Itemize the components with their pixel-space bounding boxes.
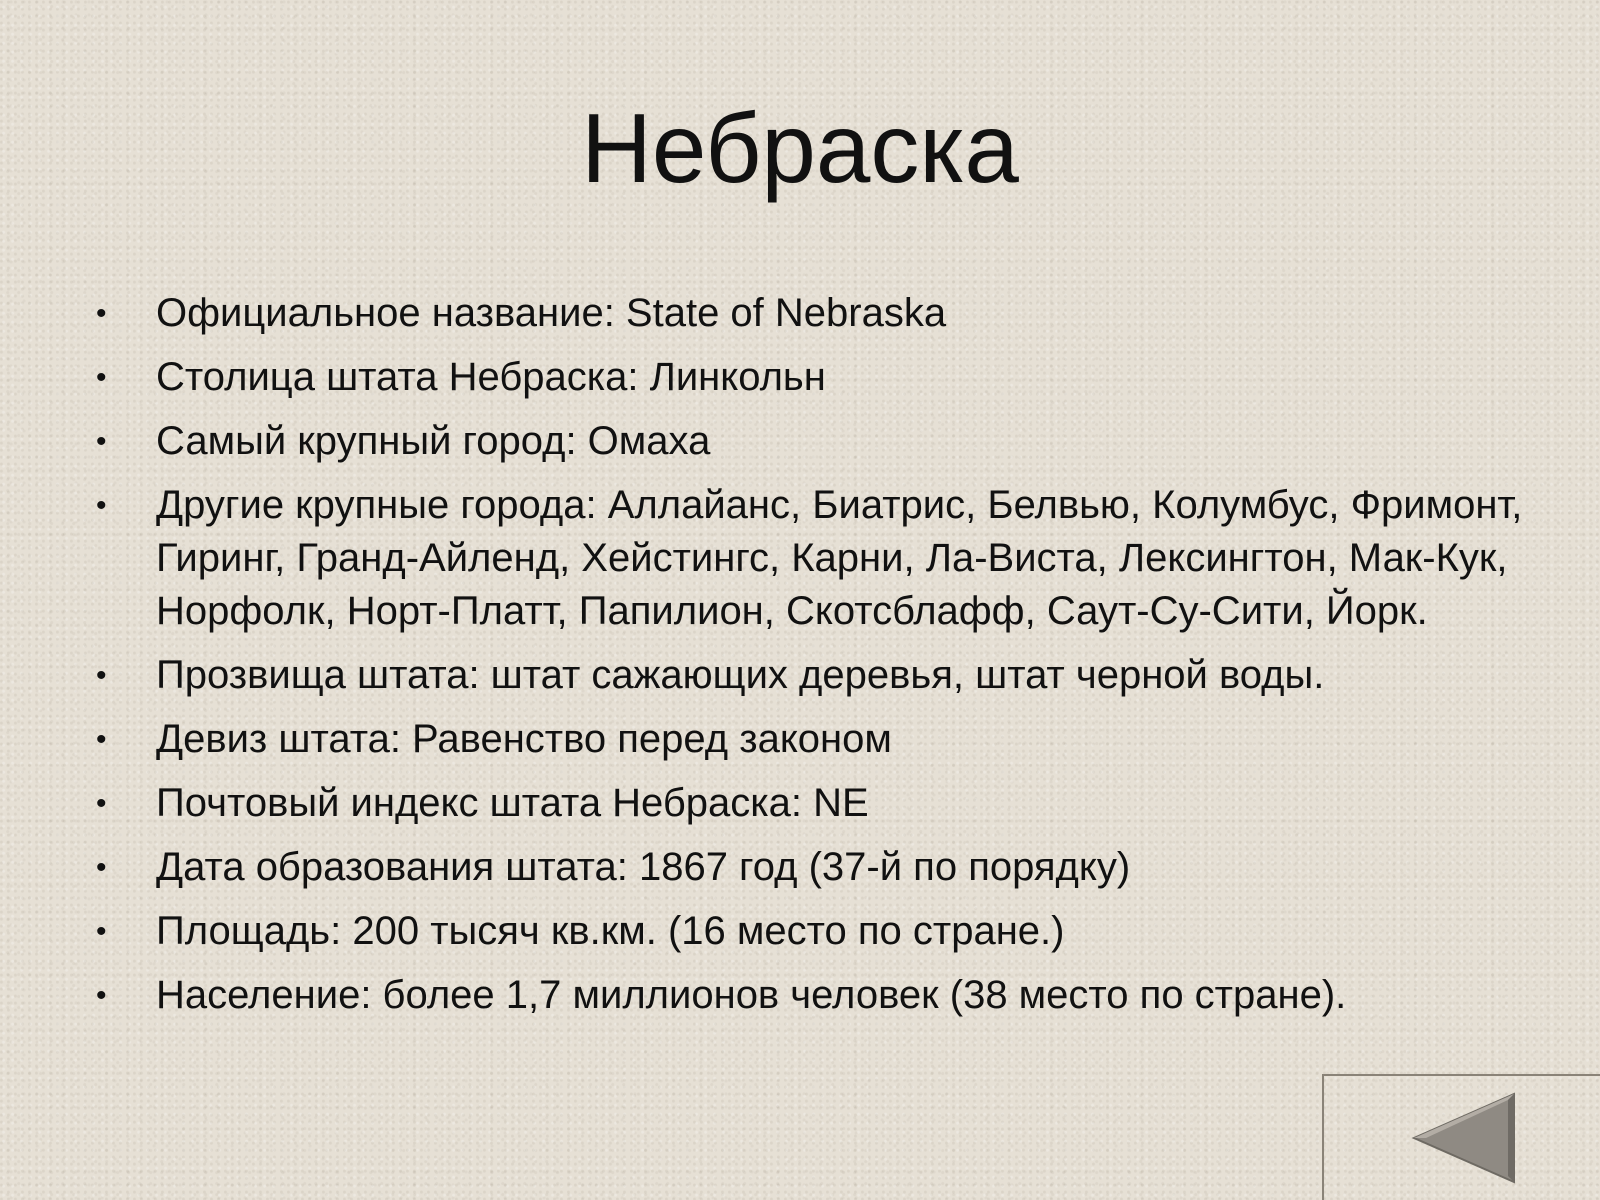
bullet-dot: •: [96, 915, 107, 948]
bullet-item: [96, 287, 1536, 340]
bullet-dot: •: [96, 787, 107, 820]
bullet-text: Официальное название: State of Nebraska: [156, 291, 947, 335]
bullet-dot: •: [96, 723, 107, 756]
bullet-item: [96, 905, 1536, 958]
bullet-text: Девиз штата: Равенство перед законом: [156, 717, 892, 761]
bullet-item: [96, 479, 1536, 638]
bullet-item: [96, 969, 1536, 1022]
bullet-text: Другие крупные города: Аллайанс, Биатрис, Белвью, Колумбус, Фримонт, Гиринг, Гранд-Айленд, Хейстингс, Карни, Ла-Виста, Лексингтон, Мак-Кук, Норфолк, Норт-Платт, Папилион, Скотсблафф, Саут-Су-Сити, Йорк.: [156, 483, 1523, 633]
triangle-left-icon: [1410, 1090, 1520, 1186]
bullet-item: [96, 415, 1536, 468]
bullet-dot: •: [96, 489, 107, 522]
bullet-text: Самый крупный город: Омаха: [156, 419, 711, 463]
bullet-list: [96, 287, 1536, 1033]
back-button[interactable]: [1410, 1090, 1520, 1186]
bullet-dot: •: [96, 659, 107, 692]
bullet-dot: •: [96, 297, 107, 330]
bullet-text: Население: более 1,7 миллионов человек (38 место по стране).: [156, 973, 1347, 1017]
bullet-item: [96, 777, 1536, 830]
bullet-dot: •: [96, 361, 107, 394]
bullet-text: Площадь: 200 тысяч кв.км. (16 место по стране.): [156, 909, 1065, 953]
slide-title: Небраска: [581, 93, 1019, 203]
bullet-item: [96, 841, 1536, 894]
bullet-item: [96, 649, 1536, 702]
bullet-dot: •: [96, 425, 107, 458]
bullet-item: [96, 713, 1536, 766]
bullet-dot: •: [96, 979, 107, 1012]
bullet-text: Дата образования штата: 1867 год (37-й по порядку): [156, 845, 1131, 889]
bullet-text: Прозвища штата: штат сажающих деревья, штат черной воды.: [156, 653, 1325, 697]
bullet-dot: •: [96, 851, 107, 884]
bullet-text: Столица штата Небраска: Линкольн: [156, 355, 826, 399]
bullet-text: Почтовый индекс штата Небраска: NE: [156, 781, 869, 825]
bullet-item: [96, 351, 1536, 404]
